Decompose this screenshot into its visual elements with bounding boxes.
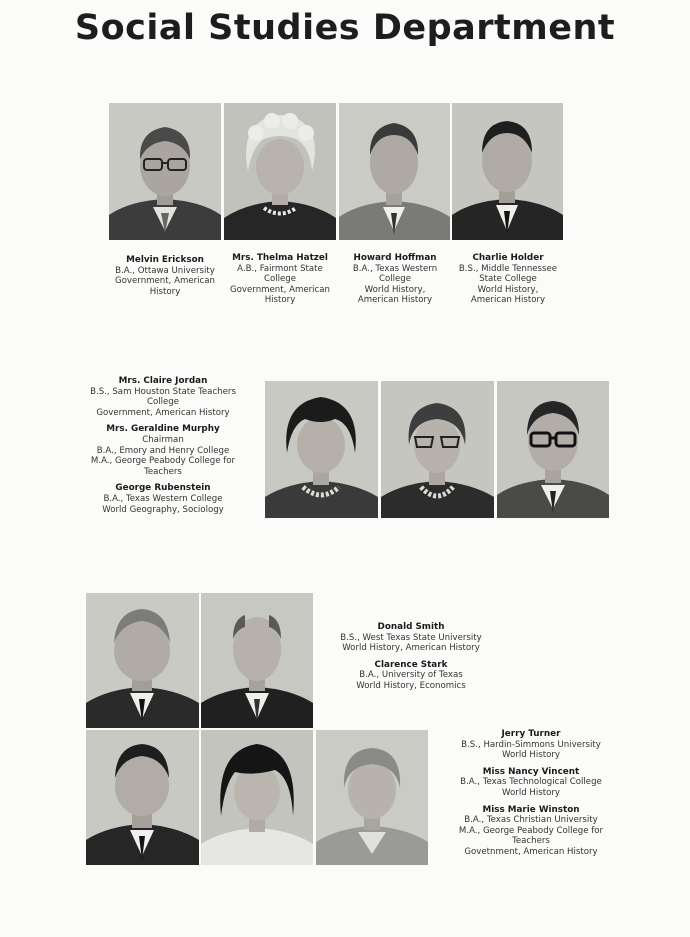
faculty-detail: State College <box>479 274 537 285</box>
portrait-photo <box>109 103 221 240</box>
faculty-detail: College <box>146 397 180 408</box>
faculty-detail: American History <box>357 295 433 306</box>
faculty-caption <box>334 253 456 306</box>
faculty-detail: B.A., Texas Technological College <box>460 777 602 788</box>
faculty-detail: B.A., University of Texas <box>359 670 463 681</box>
faculty-detail: B.S., West Texas State University <box>340 632 482 643</box>
portrait-female-icon <box>201 730 313 865</box>
faculty-caption <box>104 255 226 297</box>
faculty-detail: Government, American History <box>96 407 230 418</box>
portrait-photo <box>316 730 428 865</box>
portrait-male-icon <box>86 730 199 865</box>
portrait-photo <box>452 103 563 240</box>
faculty-detail: A.B., Fairmont State <box>237 263 323 274</box>
portrait-female-icon <box>224 103 336 240</box>
faculty-detail: B.A., Texas Western College <box>103 493 223 504</box>
faculty-detail: World History, <box>364 284 426 295</box>
portrait-photo <box>224 103 336 240</box>
faculty-name: Donald Smith <box>377 622 445 632</box>
faculty-detail: Government, American <box>230 284 330 295</box>
portrait-male-glasses-icon <box>497 381 609 518</box>
faculty-detail: World History, <box>477 284 539 295</box>
faculty-detail: History <box>264 295 296 306</box>
faculty-caption-group <box>326 622 496 698</box>
portrait-male-icon <box>339 103 450 240</box>
faculty-detail: B.S., Sam Houston State Teachers <box>90 386 236 397</box>
faculty-detail: Chairman <box>142 434 184 445</box>
portrait-female-glasses-icon <box>381 381 494 518</box>
portrait-photo <box>265 381 378 518</box>
faculty-name: Melvin Erickson <box>126 255 204 265</box>
faculty-name: Jerry Turner <box>501 729 561 739</box>
faculty-detail: M.A., George Peabody College for <box>458 825 604 836</box>
faculty-detail: History <box>149 286 181 297</box>
faculty-detail: Government, American <box>115 276 215 287</box>
faculty-detail: American History <box>470 295 546 306</box>
faculty-detail: B.S., Middle Tennessee <box>458 263 558 274</box>
faculty-name: Clarence Stark <box>374 659 448 670</box>
faculty-name: Mrs. Thelma Hatzel <box>232 253 328 263</box>
faculty-detail: Govetnment, American History <box>464 846 598 857</box>
portrait-photo <box>86 593 199 728</box>
faculty-name: George Rubenstein <box>115 483 211 494</box>
faculty-detail: B.A., Emory and Henry College <box>96 445 230 456</box>
page-title: Social Studies Department <box>74 8 616 48</box>
faculty-detail: B.A., Texas Christian University <box>464 815 598 826</box>
faculty-caption <box>447 253 569 306</box>
portrait-female-icon <box>316 730 428 865</box>
faculty-detail: B.A., Texas Western <box>352 263 438 274</box>
faculty-name: Miss Nancy Vincent <box>482 766 580 777</box>
portrait-male-glasses-icon <box>109 103 221 240</box>
faculty-detail: College <box>263 274 297 285</box>
faculty-detail: Teachers <box>144 466 182 477</box>
portrait-female-icon <box>265 381 378 518</box>
portrait-photo <box>339 103 450 240</box>
faculty-name: Howard Hoffman <box>353 253 437 263</box>
faculty-detail: World History <box>502 750 560 761</box>
portrait-photo <box>86 730 199 865</box>
faculty-detail: College <box>378 274 412 285</box>
faculty-detail: Teachers <box>512 836 550 847</box>
faculty-name: Miss Marie Winston <box>482 804 580 815</box>
faculty-detail: M.A., George Peabody College for <box>90 456 236 467</box>
portrait-male-icon <box>86 593 199 728</box>
portrait-photo <box>201 730 313 865</box>
faculty-detail: World History, American History <box>342 643 480 654</box>
portrait-male-icon <box>452 103 563 240</box>
faculty-caption-group <box>78 376 248 521</box>
portrait-photo <box>497 381 609 518</box>
faculty-detail: World History, Economics <box>356 680 466 691</box>
faculty-detail: B.A., Ottawa University <box>115 265 215 276</box>
faculty-detail: World Geography, Sociology <box>102 504 224 515</box>
portrait-photo <box>201 593 313 728</box>
portrait-photo <box>381 381 494 518</box>
faculty-detail: B.S., Hardin-Simmons University <box>461 739 601 750</box>
faculty-name: Charlie Holder <box>472 253 544 263</box>
faculty-name: Mrs. Claire Jordan <box>118 376 208 386</box>
faculty-caption-group <box>446 729 616 864</box>
faculty-caption <box>219 253 341 306</box>
faculty-detail: World History <box>502 787 560 798</box>
portrait-male-icon <box>201 593 313 728</box>
faculty-name: Mrs. Geraldine Murphy <box>106 424 220 435</box>
